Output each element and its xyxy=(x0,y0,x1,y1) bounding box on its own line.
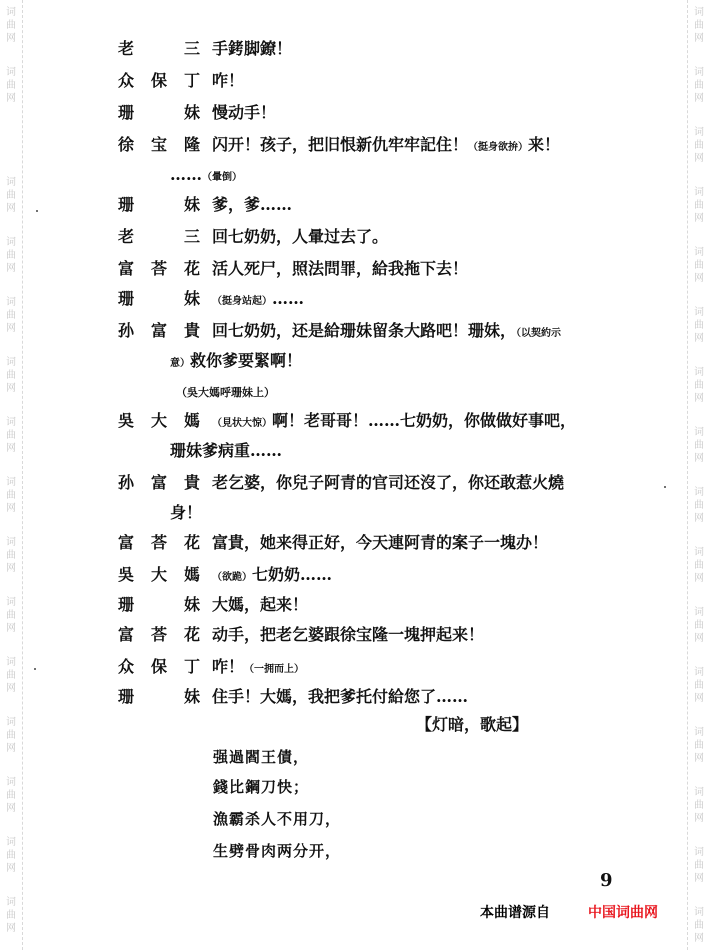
dialogue-text: 富貴，她来得正好，今天連阿青的案子一塊办！ xyxy=(212,533,549,552)
watermark-stamp: 词 曲 网 xyxy=(694,367,704,404)
watermark-stamp: 词 曲 网 xyxy=(6,777,16,814)
speaker-name: 吳大媽 xyxy=(118,565,200,584)
song-verse-line: 强過閻王債， xyxy=(213,748,310,766)
dialogue-line xyxy=(118,686,638,708)
dialogue-text: …… xyxy=(272,289,304,308)
footer-source-label: 本曲谱源自 xyxy=(480,905,550,921)
watermark-stamp: 词 曲 网 xyxy=(6,237,16,274)
speaker-name: 珊妹 xyxy=(118,595,200,614)
watermark-stamp: 词 曲 网 xyxy=(694,127,704,164)
watermark-stamp: 词 曲 网 xyxy=(694,847,704,884)
dialogue-continuation xyxy=(170,350,302,375)
stage-direction: （暈倒） xyxy=(202,172,242,183)
dialogue-line xyxy=(118,656,638,681)
watermark-stamp: 词 曲 网 xyxy=(694,247,704,284)
dialogue-line xyxy=(118,134,638,159)
watermark-stamp: 词 曲 网 xyxy=(6,717,16,754)
dialogue-text: 闪开！孩子，把旧恨新仇牢牢記住！ xyxy=(212,135,469,154)
dialogue-line xyxy=(118,624,638,646)
stage-direction: （挺身站起） xyxy=(212,296,272,307)
speaker-name: 富荅花 xyxy=(118,625,200,644)
dialogue-text: 来！ xyxy=(528,135,561,154)
watermark-stamp: 词 曲 网 xyxy=(6,7,16,44)
watermark-stamp: 词 曲 网 xyxy=(694,607,704,644)
dialogue-line xyxy=(118,532,638,554)
speaker-name: 富荅花 xyxy=(118,533,200,552)
speaker-name: 珊妹 xyxy=(118,195,200,214)
dialogue-text: 手銬脚鐐！ xyxy=(212,39,293,58)
dialogue-line xyxy=(118,38,638,60)
watermark-stamp: 词 曲 网 xyxy=(6,597,16,634)
song-verse-line: 漁霸杀人不用刀， xyxy=(213,810,342,828)
dialogue-text: 珊妹爹病重…… xyxy=(170,441,283,460)
dialogue-line xyxy=(118,258,638,280)
speaker-name: 珊妹 xyxy=(118,103,200,122)
speaker-name: 吳大媽 xyxy=(118,411,200,430)
watermark-stamp: 词 曲 网 xyxy=(6,477,16,514)
stage-direction: （見状大惊） xyxy=(212,418,272,429)
stage-direction: 意） xyxy=(170,358,190,369)
dialogue-text: 回七奶奶，人暈过去了。 xyxy=(212,227,389,246)
dialogue-line xyxy=(118,564,638,589)
dialogue-text: 七奶奶…… xyxy=(252,565,333,584)
dialogue-text: 慢动手！ xyxy=(212,103,277,122)
watermark-stamp: 词 曲 网 xyxy=(694,67,704,104)
watermark-stamp: 词 曲 网 xyxy=(6,837,16,874)
speaker-name: 富荅花 xyxy=(118,259,200,278)
watermark-stamp: 词 曲 网 xyxy=(6,297,16,334)
left-watermark-column xyxy=(0,0,23,950)
footer-site-link[interactable]: 中国词曲网 xyxy=(588,905,658,921)
dialogue-text: …… xyxy=(170,165,202,184)
watermark-stamp: 词 曲 网 xyxy=(6,657,16,694)
right-watermark-column xyxy=(687,0,710,950)
watermark-stamp: 词 曲 网 xyxy=(6,177,16,214)
dialogue-text: 身！ xyxy=(170,503,203,522)
dialogue-line xyxy=(118,288,638,313)
speaker-name: 众保丁 xyxy=(118,71,200,90)
dialogue-text: 爹，爹…… xyxy=(212,195,293,214)
speaker-name: 珊妹 xyxy=(118,687,200,706)
song-verse-line: 錢比鋼刀快； xyxy=(213,778,310,796)
dialogue-line xyxy=(118,320,638,345)
dialogue-line xyxy=(118,472,638,494)
watermark-stamp: 词 曲 网 xyxy=(6,417,16,454)
dialogue-text: 救你爹要緊啊！ xyxy=(190,351,303,370)
dialogue-continuation xyxy=(170,440,282,462)
scan-speck xyxy=(664,486,666,488)
dialogue-continuation xyxy=(170,164,242,189)
speaker-name: 老三 xyxy=(118,227,200,246)
dialogue-line xyxy=(118,410,638,435)
scan-speck xyxy=(36,210,38,212)
watermark-stamp: 词 曲 网 xyxy=(6,897,16,934)
dialogue-line xyxy=(118,194,638,216)
watermark-stamp: 词 曲 网 xyxy=(694,487,704,524)
watermark-stamp: 词 曲 网 xyxy=(6,357,16,394)
watermark-stamp: 词 曲 网 xyxy=(694,907,704,944)
dialogue-text: 动手，把老乞婆跟徐宝隆一塊押起来！ xyxy=(212,625,485,644)
dialogue-text: 回七奶奶，还是給珊妹留条大路吧！珊妹， xyxy=(212,321,517,340)
stage-direction: （以契約示 xyxy=(516,328,562,339)
scan-speck xyxy=(34,668,36,670)
watermark-stamp: 词 曲 网 xyxy=(694,187,704,224)
watermark-stamp: 词 曲 网 xyxy=(6,537,16,574)
dialogue-text: 住手！大媽，我把爹托付給您了…… xyxy=(212,687,469,706)
dialogue-continuation xyxy=(170,502,202,524)
speaker-name: 老三 xyxy=(118,39,200,58)
stage-direction-line: （吳大媽呼珊妹上） xyxy=(176,386,275,399)
speaker-name: 徐宝隆 xyxy=(118,135,200,154)
speaker-name: 孙富貴 xyxy=(118,321,200,340)
dialogue-line xyxy=(118,226,638,248)
watermark-stamp: 词 曲 网 xyxy=(694,547,704,584)
stage-direction: （一拥而上） xyxy=(244,664,305,675)
dialogue-text: 咋！ xyxy=(212,657,245,676)
watermark-stamp: 词 曲 网 xyxy=(694,427,704,464)
stage-direction: （欲跪） xyxy=(212,572,252,583)
speaker-name: 众保丁 xyxy=(118,657,200,676)
dialogue-text: 大媽，起来！ xyxy=(212,595,309,614)
dialogue-line xyxy=(118,70,638,92)
song-verse-line: 生劈骨肉两分开， xyxy=(213,842,342,860)
dialogue-text: 活人死尸，照法問罪，給我拖下去！ xyxy=(212,259,469,278)
watermark-stamp: 词 曲 网 xyxy=(694,307,704,344)
watermark-stamp: 词 曲 网 xyxy=(694,727,704,764)
watermark-stamp: 词 曲 网 xyxy=(694,7,704,44)
watermark-stamp: 词 曲 网 xyxy=(694,787,704,824)
dialogue-line xyxy=(118,102,638,124)
lighting-cue: 【灯暗，歌起】 xyxy=(416,715,529,734)
stage-direction: （挺身欲拚） xyxy=(468,142,529,153)
watermark-stamp: 词 曲 网 xyxy=(6,67,16,104)
dialogue-text: 咋！ xyxy=(212,71,245,90)
speaker-name: 孙富貴 xyxy=(118,473,200,492)
page-number: 9 xyxy=(600,870,613,891)
dialogue-text: 老乞婆，你兒子阿青的官司还沒了，你还敢惹火燒 xyxy=(212,473,565,492)
dialogue-line xyxy=(118,594,638,616)
watermark-stamp: 词 曲 网 xyxy=(694,667,704,704)
dialogue-text: 啊！老哥哥！……七奶奶，你做做好事吧， xyxy=(272,411,577,430)
speaker-name: 珊妹 xyxy=(118,289,200,308)
